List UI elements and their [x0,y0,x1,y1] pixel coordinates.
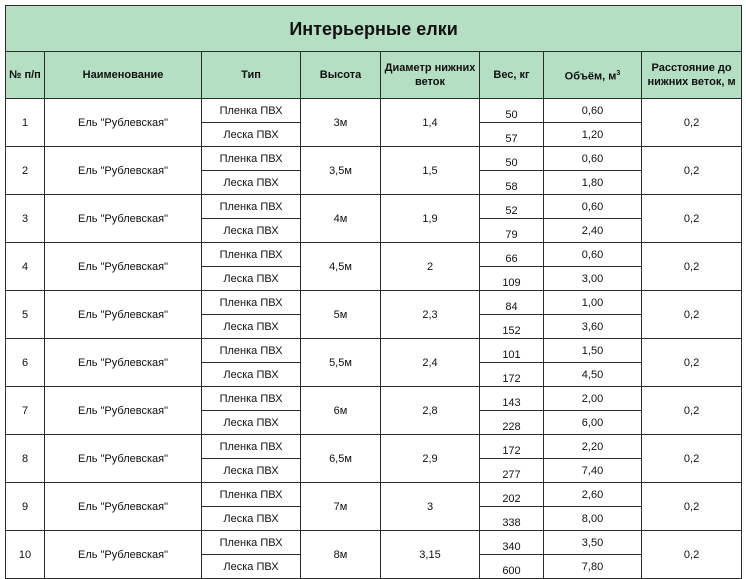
table-row [6,147,742,171]
row-weight-line: 228 [480,411,544,435]
row-type-film: Пленка ПВХ [202,435,301,459]
row-num: 8 [6,435,45,483]
row-name: Ель "Рублевская" [45,531,202,579]
row-num: 1 [6,99,45,147]
row-height: 5м [301,291,381,339]
row-diameter: 2,9 [381,435,480,483]
row-weight-line: 152 [480,315,544,339]
header-volume [544,52,642,99]
row-num: 2 [6,147,45,195]
row-diameter: 2,3 [381,291,480,339]
row-name: Ель "Рублевская" [45,483,202,531]
row-weight-film: 202 [480,483,544,507]
row-distance: 0,2 [642,387,742,435]
row-volume-film: 0,60 [544,147,642,171]
row-height: 6м [301,387,381,435]
row-type-line: Леска ПВХ [202,507,301,531]
row-volume-line: 3,60 [544,315,642,339]
row-volume-line: 1,80 [544,171,642,195]
trees-table [5,5,742,579]
row-num: 10 [6,531,45,579]
row-type-line: Леска ПВХ [202,555,301,579]
row-num: 5 [6,291,45,339]
row-type-film: Пленка ПВХ [202,243,301,267]
row-type-line: Леска ПВХ [202,219,301,243]
row-distance: 0,2 [642,435,742,483]
row-volume-line: 7,80 [544,555,642,579]
row-volume-line: 6,00 [544,411,642,435]
row-type-film: Пленка ПВХ [202,147,301,171]
row-diameter: 1,5 [381,147,480,195]
row-weight-line: 58 [480,171,544,195]
row-diameter: 3 [381,483,480,531]
header-weight: Вес, кг [480,52,544,99]
row-diameter: 2,4 [381,339,480,387]
row-num: 6 [6,339,45,387]
header-volume-sup: 3 [616,69,621,77]
row-type-line: Леска ПВХ [202,315,301,339]
row-height: 8м [301,531,381,579]
row-diameter: 2 [381,243,480,291]
row-diameter: 2,8 [381,387,480,435]
row-height: 3м [301,99,381,147]
row-diameter: 1,4 [381,99,480,147]
row-distance: 0,2 [642,483,742,531]
row-weight-line: 172 [480,363,544,387]
row-weight-line: 79 [480,219,544,243]
row-type-film: Пленка ПВХ [202,531,301,555]
table-title: Интерьерные елки [6,6,742,52]
row-type-line: Леска ПВХ [202,459,301,483]
table-row [6,435,742,459]
row-volume-film: 2,60 [544,483,642,507]
row-volume-film: 1,50 [544,339,642,363]
table-row [6,195,742,219]
row-volume-film: 2,00 [544,387,642,411]
row-weight-line: 57 [480,123,544,147]
header-height: Высота [301,52,381,99]
row-height: 4,5м [301,243,381,291]
row-height: 3,5м [301,147,381,195]
row-weight-film: 50 [480,147,544,171]
row-num: 9 [6,483,45,531]
row-volume-line: 2,40 [544,219,642,243]
row-volume-film: 0,60 [544,195,642,219]
header-num: № п/п [6,52,45,99]
row-height: 4м [301,195,381,243]
row-name: Ель "Рублевская" [45,339,202,387]
row-height: 5,5м [301,339,381,387]
row-name: Ель "Рублевская" [45,195,202,243]
row-name: Ель "Рублевская" [45,147,202,195]
row-weight-line: 277 [480,459,544,483]
row-distance: 0,2 [642,147,742,195]
row-height: 6,5м [301,435,381,483]
row-weight-film: 172 [480,435,544,459]
row-name: Ель "Рублевская" [45,291,202,339]
row-type-line: Леска ПВХ [202,363,301,387]
row-diameter: 3,15 [381,531,480,579]
row-type-film: Пленка ПВХ [202,291,301,315]
table-row [6,483,742,507]
row-name: Ель "Рублевская" [45,387,202,435]
row-type-film: Пленка ПВХ [202,339,301,363]
header-name: Наименование [45,52,202,99]
table-row [6,387,742,411]
row-volume-line: 8,00 [544,507,642,531]
table-row [6,99,742,123]
row-distance: 0,2 [642,339,742,387]
row-volume-film: 1,00 [544,291,642,315]
row-volume-line: 3,00 [544,267,642,291]
row-name: Ель "Рублевская" [45,99,202,147]
row-weight-line: 109 [480,267,544,291]
row-type-line: Леска ПВХ [202,411,301,435]
row-volume-line: 7,40 [544,459,642,483]
row-name: Ель "Рублевская" [45,435,202,483]
row-weight-film: 143 [480,387,544,411]
row-name: Ель "Рублевская" [45,243,202,291]
row-height: 7м [301,483,381,531]
table-row [6,243,742,267]
row-type-film: Пленка ПВХ [202,99,301,123]
row-num: 7 [6,387,45,435]
row-num: 4 [6,243,45,291]
table-row [6,339,742,363]
table-row [6,291,742,315]
table-row [6,531,742,555]
row-volume-film: 0,60 [544,99,642,123]
row-weight-film: 66 [480,243,544,267]
row-weight-film: 52 [480,195,544,219]
row-type-line: Леска ПВХ [202,171,301,195]
row-distance: 0,2 [642,243,742,291]
table-body [6,99,742,579]
header-volume-label: Объём, м [564,70,617,83]
header-type: Тип [202,52,301,99]
row-type-film: Пленка ПВХ [202,483,301,507]
row-num: 3 [6,195,45,243]
row-type-line: Леска ПВХ [202,123,301,147]
row-distance: 0,2 [642,195,742,243]
row-volume-line: 1,20 [544,123,642,147]
row-volume-film: 0,60 [544,243,642,267]
header-diameter: Диаметр нижних веток [381,52,480,99]
row-distance: 0,2 [642,99,742,147]
row-volume-line: 4,50 [544,363,642,387]
row-weight-line: 600 [480,555,544,579]
row-weight-film: 101 [480,339,544,363]
header-distance: Расстояние до нижних веток, м [642,52,742,99]
row-diameter: 1,9 [381,195,480,243]
row-weight-line: 338 [480,507,544,531]
row-type-film: Пленка ПВХ [202,195,301,219]
row-volume-film: 3,50 [544,531,642,555]
row-type-line: Леска ПВХ [202,267,301,291]
row-weight-film: 50 [480,99,544,123]
row-volume-film: 2,20 [544,435,642,459]
row-distance: 0,2 [642,291,742,339]
row-weight-film: 340 [480,531,544,555]
row-weight-film: 84 [480,291,544,315]
row-distance: 0,2 [642,531,742,579]
row-type-film: Пленка ПВХ [202,387,301,411]
